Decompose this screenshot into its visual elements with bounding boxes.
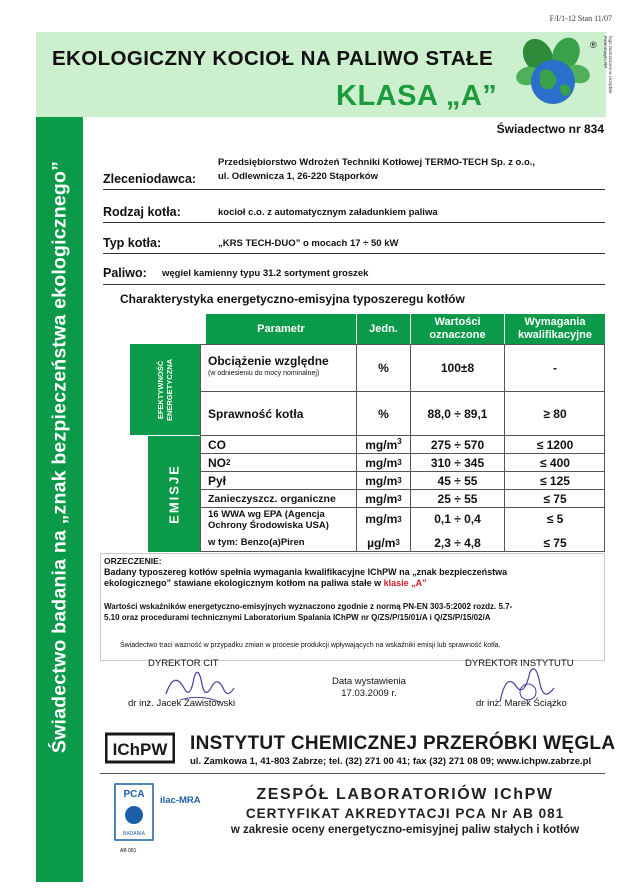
row-requirement: ≥ 80: [543, 406, 567, 421]
validity-note: Świadectwo traci ważność w przypadku zmian w procesie produkcji wpływających na wskaźniki emisji lub sprawność kotła.: [120, 642, 501, 649]
boiler-type-label: Typ kotła:: [103, 236, 162, 250]
right-signatory-name: dr inż. Marek Ściążko: [476, 698, 567, 709]
issue-date-label: Data wystawienia: [332, 676, 406, 687]
left-signatory-name: dr inż. Jacek Zawistowski: [128, 698, 236, 709]
pca-number: AB 081: [120, 848, 137, 854]
ichpw-logo-text: IChPW: [112, 740, 168, 759]
row-requirement: ≤ 400: [540, 455, 570, 470]
method-line1: Wartości wskaźników energetyczno-emisyjnych wyznaczono zgodnie z normą PN-EN 303-5:2002 rozdz. 5.7-: [104, 602, 513, 611]
row-unit: %: [378, 406, 389, 421]
boiler-kind-value: kocioł c.o. z automatycznym załadunkiem paliwa: [218, 207, 438, 218]
row-unit: [357, 436, 410, 453]
main-title: EKOLOGICZNY KOCIOŁ NA PALIWO STAŁE: [51, 47, 494, 70]
group-efficiency-label: EFEKTYWNOŚĆ ENERGETYCZNA: [156, 358, 174, 421]
method-line2: 5.10 oraz procedurami technicznymi Laboratorium Spalania IChPW nr Q/ZS/P/15/01/A i Q/ZS/P/15/02/A: [104, 613, 491, 622]
pca-text: PCA: [123, 789, 145, 800]
footer-divider: [100, 773, 605, 774]
right-signatory-title: DYREKTOR INSTYTUTU: [465, 658, 574, 669]
boiler-type-value: „KRS TECH-DUO” o mocach 17 ÷ 50 kW: [218, 238, 399, 249]
boiler-kind-rule: [103, 222, 605, 223]
side-band: [36, 32, 83, 882]
globe-with-leaves-icon: [508, 34, 600, 114]
row-value: 275 ÷ 570: [430, 437, 485, 452]
ilac-mra-logo: [158, 787, 204, 811]
group-emissions-label: EMISJE: [166, 464, 182, 524]
conclusion-class: klasie „A”: [383, 578, 427, 588]
row-value: 100±8: [440, 360, 475, 375]
pca-subtext: BADANIA: [123, 831, 145, 837]
unit-text: $mg/m^3$: [365, 437, 402, 452]
row-value: 0,1 ÷ 0,4: [434, 512, 481, 526]
row-param: Sprawność kotła: [208, 406, 304, 421]
issue-date: 17.03.2009 r.: [341, 688, 397, 699]
row-param: Obciążenie względne: [208, 354, 329, 368]
accreditation-line3: w zakresie oceny energetyczno-emisyjnej paliw stałych i kotłów: [230, 824, 580, 836]
client-name: Przedsiębiorstwo Wdrożeń Techniki Kotłowej TERMO-TECH Sp. z o.o.,: [218, 157, 536, 168]
row-value: 2,3 ÷ 4,8: [434, 535, 481, 550]
header-unit: Jedn.: [357, 314, 410, 344]
class-title: KLASA „A”: [336, 80, 498, 112]
row-param: Pył: [208, 473, 227, 488]
row-param: 16 WWA wg EPA (Agencja Ochrony Środowiska USA): [208, 509, 329, 532]
row-requirement: -: [553, 360, 557, 375]
client-address: ul. Odlewnicza 1, 26-220 Stąporków: [218, 171, 378, 182]
accreditation-line1: ZESPÓŁ LABORATORIÓW IChPW: [256, 786, 554, 803]
row-unit: mg/m 3: [365, 473, 402, 488]
row-unit: µg/m 3: [367, 535, 400, 550]
row-unit: mg/m 3: [365, 491, 402, 506]
row-unit: mg/m 3: [365, 512, 402, 526]
certificate-number: Świadectwo nr 834: [496, 122, 604, 136]
conclusion-line2-text: ekologicznego” stawiane ekologicznym kotłom na paliwa stałe w: [104, 578, 384, 588]
institute-name: INSTYTUT CHEMICZNEJ PRZERÓBKI WĘGLA: [190, 733, 616, 754]
boiler-type-rule: [103, 253, 605, 254]
row-requirement: ≤ 5: [546, 512, 564, 526]
boiler-kind-label: Rodzaj kotła:: [103, 205, 181, 219]
registered-mark: ®: [590, 40, 597, 50]
pca-logo: [114, 783, 154, 841]
row-param: CO: [208, 437, 226, 452]
fuel-label: Paliwo:: [103, 266, 147, 280]
row-requirement: ≤ 1200: [536, 437, 574, 452]
header-param: Parametr: [206, 314, 356, 344]
row-param: Zanieczyszcz. organiczne: [208, 492, 336, 505]
header-values: Wartości oznaczone: [411, 314, 504, 344]
ichpw-logo: [105, 730, 175, 766]
side-band-text: Świadectwo badania na „znak bezpieczeństwa ekologicznego”: [48, 160, 70, 754]
row-value: 25 ÷ 55: [437, 491, 478, 506]
fuel-rule: [103, 284, 605, 285]
conclusion-line2: [104, 578, 427, 589]
left-signatory-title: DYREKTOR CIT: [148, 658, 219, 669]
client-label: Zleceniodawca:: [103, 172, 197, 186]
table-title: Charakterystyka energetyczno-emisyjna typoszeregu kotłów: [120, 292, 465, 306]
row-value: 88,0 ÷ 89,1: [427, 406, 488, 421]
institute-address: ul. Zamkowa 1, 41-803 Zabrze; tel. (32) 271 00 41; fax (32) 271 08 09; www.ichpw.zabrze.pl: [190, 756, 592, 767]
accreditation-line2: CERTYFIKAT AKREDYTACJI PCA Nr AB 081: [245, 806, 565, 821]
conclusion-line1: Badany typoszereg kotłów spełnia wymagania kwalifikacyjne IChPW na „znak bezpieczeństwa: [104, 567, 508, 577]
row-param: NO 2: [208, 455, 231, 470]
row-note: (w odniesieniu do mocy nominalnej): [208, 370, 320, 377]
row-value: 310 ÷ 345: [430, 455, 485, 470]
form-code: F/I/1-12 Stan 11/07: [549, 14, 612, 23]
conclusion-heading: ORZECZENIE:: [104, 556, 162, 566]
row-unit: %: [378, 360, 389, 375]
logo-caption: logo zastrzeżone w Urzędzie Patentowym RP: [603, 36, 613, 94]
group-efficiency: [130, 344, 200, 435]
header-requirements: Wymagania kwalifikacyjne: [505, 314, 605, 344]
row-requirement: ≤ 75: [543, 491, 567, 506]
ilac-text: ilac-MRA: [160, 795, 201, 806]
client-rule: [103, 189, 605, 190]
group-emissions: [148, 436, 200, 552]
row-param: w tym: Benzo(a)Piren: [208, 537, 305, 548]
fuel-value: węgiel kamienny typu 31.2 sortyment groszek: [162, 268, 369, 279]
row-value: 45 ÷ 55: [437, 473, 478, 488]
row-requirement: ≤ 125: [540, 473, 570, 488]
row-requirement: ≤ 75: [543, 535, 567, 550]
row-unit: mg/m 3: [365, 455, 402, 470]
